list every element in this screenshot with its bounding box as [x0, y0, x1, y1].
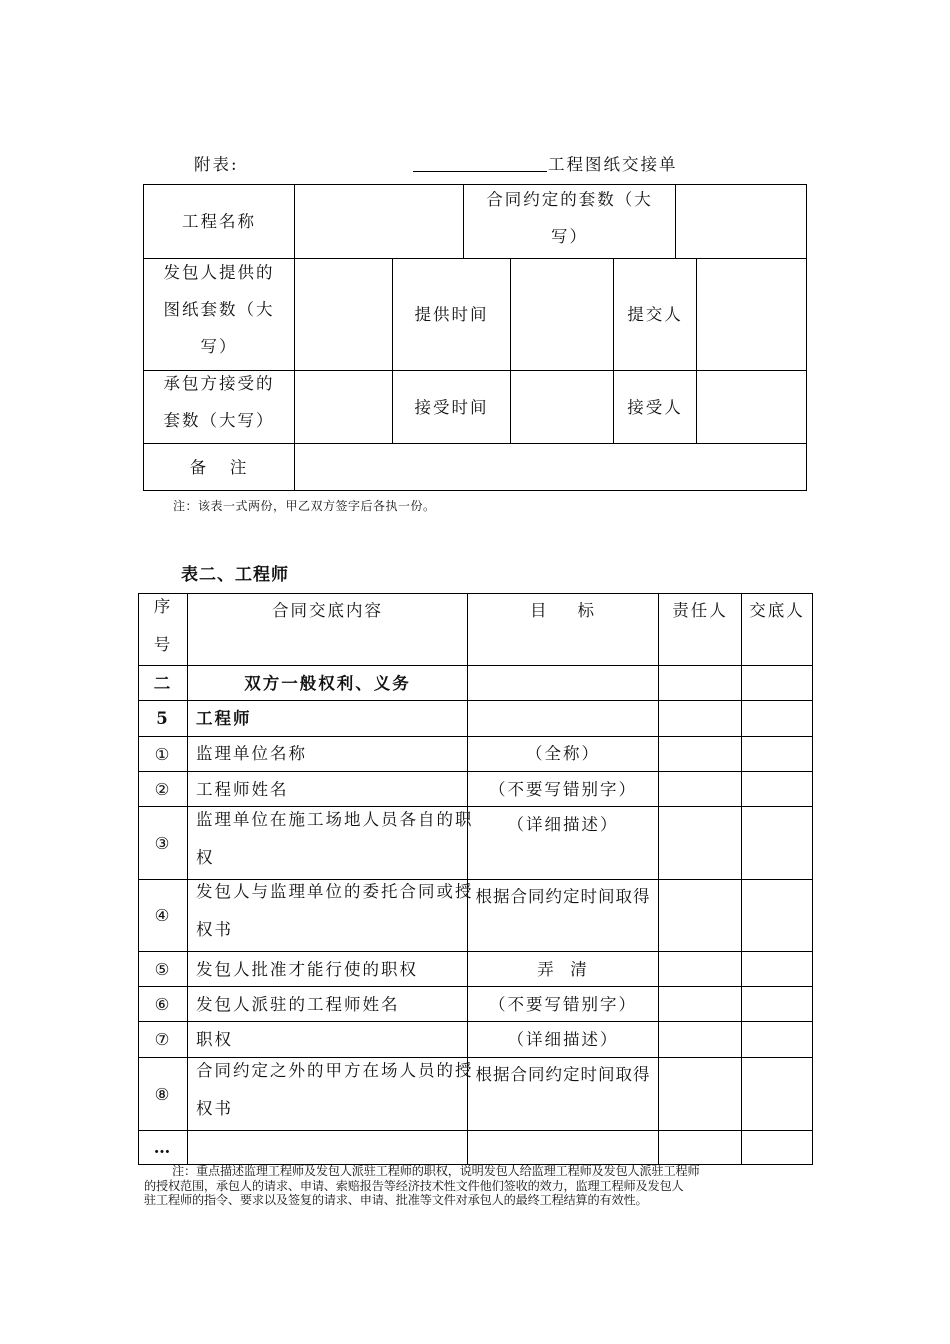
row-content: 发包人批准才能行使的职权 [196, 960, 418, 979]
contractor-sets-label: 承包方接受的 套数（大写） [163, 374, 275, 430]
row-content: 发包人派驻的工程师姓名 [196, 995, 400, 1014]
row-content: 职权 [196, 1030, 233, 1049]
row-content: 监理单位在施工场地人员各自的职 权 [196, 810, 474, 867]
row-target: 根据合同约定时间取得 [475, 887, 651, 906]
header-briefer: 交底人 [749, 601, 805, 620]
employer-sets-label: 发包人提供的 图纸套数（大 写） [163, 263, 275, 356]
row-target: （详细描述） [507, 1030, 619, 1049]
submitter-label: 提交人 [627, 305, 683, 324]
row-seq: 5 [156, 709, 170, 728]
header-seq: 序 号 [153, 597, 173, 654]
receiver-label: 接受人 [627, 397, 683, 417]
contract-sets-label: 合同约定的套数（大 写） [486, 190, 653, 246]
table2-note: 注：重点描述监理工程师及发包人派驻工程师的职权，说明发包人给监理工程师及发包人派驻工程师 的授权范围，承包人的请求、申请、索赔报告等经济技术性文件他们签收的效力，监理工程师及发包人 驻工程师的指令、要求以及签复的请求、申请、批准等文件对承包人的最终工程结算的有效性。 [144, 1164, 700, 1207]
row-target: 弄 清 [537, 960, 589, 979]
row-content: 发包人与监理单位的委托合同或授 权书 [196, 882, 474, 939]
row-target: 根据合同约定时间取得 [475, 1065, 651, 1084]
row-seq: 二 [153, 673, 173, 693]
row-target: （全称） [526, 744, 600, 763]
row-seq: ⑤ [154, 959, 172, 979]
remarks-label: 备 注 [189, 457, 249, 477]
row-content: 工程师 [196, 709, 252, 728]
project-name-label: 工程名称 [182, 212, 256, 231]
row-seq: ⑦ [154, 1030, 172, 1049]
row-seq: ⑥ [154, 994, 172, 1014]
row-seq: ① [154, 744, 172, 764]
row-seq: ④ [154, 906, 172, 925]
provide-time-label: 提供时间 [414, 305, 489, 324]
table2-heading: 表二、工程师 [181, 565, 289, 585]
row-content: 双方一般权利、义务 [244, 673, 411, 693]
table1-note: 注：该表一式两份，甲乙双方签字后各执一份。 [173, 499, 436, 513]
title-blank-underline [413, 154, 547, 172]
row-content: 监理单位名称 [196, 744, 307, 763]
row-seq: ② [154, 779, 172, 799]
row-target: （详细描述） [507, 815, 619, 834]
row-content: 合同约定之外的甲方在场人员的授 权书 [196, 1061, 474, 1118]
accept-time-label: 接受时间 [414, 397, 489, 417]
row-content: 工程师姓名 [196, 780, 289, 799]
attachment-label: 附表: [194, 155, 239, 174]
row-target: （不要写错别字） [489, 995, 637, 1014]
header-target: 目 标 [530, 601, 596, 620]
header-owner: 责任人 [672, 601, 728, 620]
header-content: 合同交底内容 [272, 601, 383, 620]
row-seq: ③ [154, 833, 172, 853]
document-title: 工程图纸交接单 [548, 155, 678, 174]
row-target: （不要写错别字） [489, 780, 637, 799]
row-seq: ⑧ [154, 1084, 172, 1104]
row-seq: … [153, 1138, 173, 1157]
